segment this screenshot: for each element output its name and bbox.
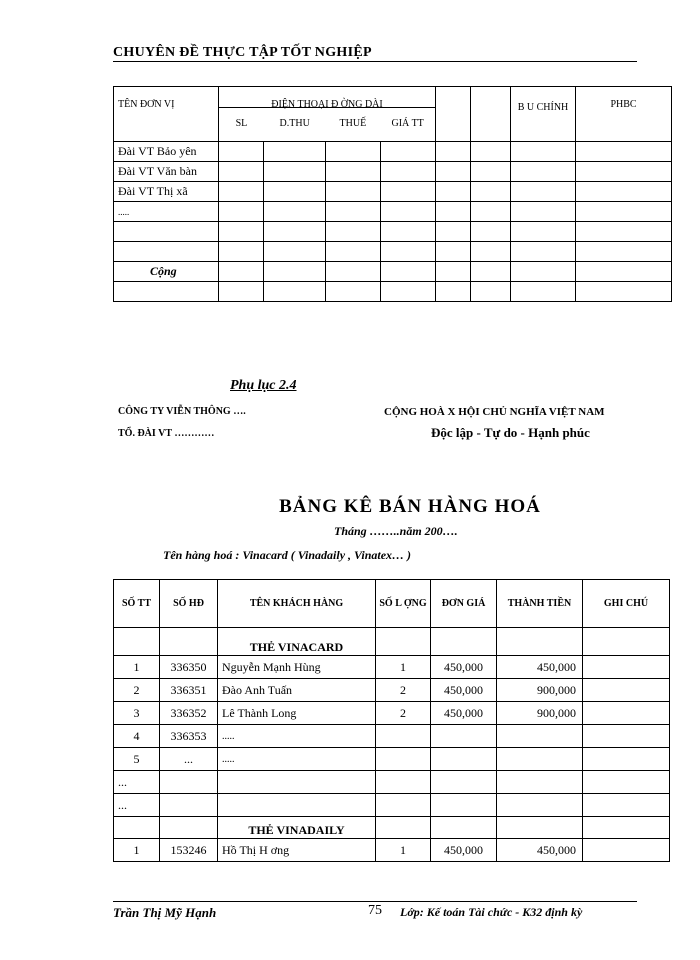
row-hd: 336352 [160, 702, 218, 725]
col-blank-2 [471, 87, 511, 142]
header-rule [113, 61, 637, 62]
row-amount: 450,000 [497, 839, 583, 862]
col-customer: TÊN KHÁCH HÀNG [218, 580, 376, 628]
row-stt: 1 [114, 656, 160, 679]
row-stt: 3 [114, 702, 160, 725]
footer-author: Trần Thị Mỹ Hạnh [113, 905, 217, 920]
row-customer: Đào Anh Tuấn [218, 679, 376, 702]
col-sl: SL [235, 118, 248, 129]
row-qty: 2 [376, 702, 431, 725]
row-hd: 153246 [160, 839, 218, 862]
col-stt: SỐ TT [114, 580, 160, 628]
footer-class-info: Lớp: Kế toán Tài chức - K32 định kỳ [400, 905, 583, 919]
row-stt: 5 [114, 748, 160, 771]
col-qty: SỐ L ỢNG [376, 580, 431, 628]
col-dthu: D.THU [279, 118, 310, 129]
row-hd: 336350 [160, 656, 218, 679]
row-customer: Lê Thành Long [218, 702, 376, 725]
footer-rule [113, 901, 637, 902]
page-header-title: CHUYÊN ĐỀ THỰC TẬP TỐT NGHIỆP [113, 45, 372, 60]
report-period: Tháng ……..năm 200…. [334, 524, 458, 538]
unit-row: Đài VT Văn bàn [114, 162, 219, 182]
unit-row: ..... [114, 202, 219, 222]
row-stt: 2 [114, 679, 160, 702]
row-stt: ... [114, 771, 160, 794]
row-qty: 1 [376, 839, 431, 862]
total-label: Cộng [114, 262, 219, 282]
unit-row: Đài VT Bảo yên [114, 142, 219, 162]
row-amount: 900,000 [497, 679, 583, 702]
col-note: GHI CHÚ [583, 580, 670, 628]
col-dien-thoai [219, 87, 436, 142]
company-name: CÔNG TY VIỄN THÔNG …. [118, 406, 246, 417]
row-stt: 4 [114, 725, 160, 748]
row-price: 450,000 [431, 839, 497, 862]
row-qty: 2 [376, 679, 431, 702]
row-price: 450,000 [431, 702, 497, 725]
col-phbc: PHBC [576, 87, 672, 142]
col-gia-tt: GIÁ TT [391, 118, 424, 129]
sales-table [113, 579, 670, 862]
republic-name: CỘNG HOÀ X HỘI CHỦ NGHĨA VIỆT NAM [384, 406, 605, 418]
report-title: BẢNG KÊ BÁN HÀNG HOÁ [279, 496, 541, 517]
unit-name: TỔ. ĐÀI VT ………… [118, 428, 215, 439]
row-customer: ..... [218, 725, 376, 748]
col-price: ĐƠN GIÁ [431, 580, 497, 628]
goods-name: Tên hàng hoá : Vinacard ( Vinadaily , Vinatex… ) [163, 548, 412, 562]
row-hd: ... [160, 748, 218, 771]
row-hd: 336353 [160, 725, 218, 748]
section-vinacard: THẺ VINACARD [218, 628, 376, 656]
row-hd: 336351 [160, 679, 218, 702]
col-don-vi: TÊN ĐƠN VỊ [114, 87, 219, 142]
col-thue: THUẾ [339, 118, 367, 129]
row-qty: 1 [376, 656, 431, 679]
col-hd: SỐ HĐ [160, 580, 218, 628]
row-amount: 450,000 [497, 656, 583, 679]
col-blank-1 [436, 87, 471, 142]
row-stt: ... [114, 794, 160, 817]
col-amount: THÀNH TIỀN [497, 580, 583, 628]
revenue-table [113, 86, 672, 302]
section-vinadaily: THẺ VINADAILY [218, 817, 376, 839]
unit-row: Đài VT Thị xã [114, 182, 219, 202]
row-price: 450,000 [431, 679, 497, 702]
appendix-label: Phụ lục 2.4 [230, 378, 297, 393]
row-customer: ..... [218, 748, 376, 771]
dien-thoai-label: ĐIỆN THOẠI Đ ỜNG DÀI [219, 87, 435, 108]
col-buu-chinh: B U CHÍNH [511, 87, 576, 142]
motto: Độc lập - Tự do - Hạnh phúc [431, 425, 590, 440]
row-amount: 900,000 [497, 702, 583, 725]
row-customer: Nguyễn Mạnh Hùng [218, 656, 376, 679]
row-price: 450,000 [431, 656, 497, 679]
row-stt: 1 [114, 839, 160, 862]
row-customer: Hồ Thị H ơng [218, 839, 376, 862]
footer-page-number: 75 [368, 903, 382, 918]
